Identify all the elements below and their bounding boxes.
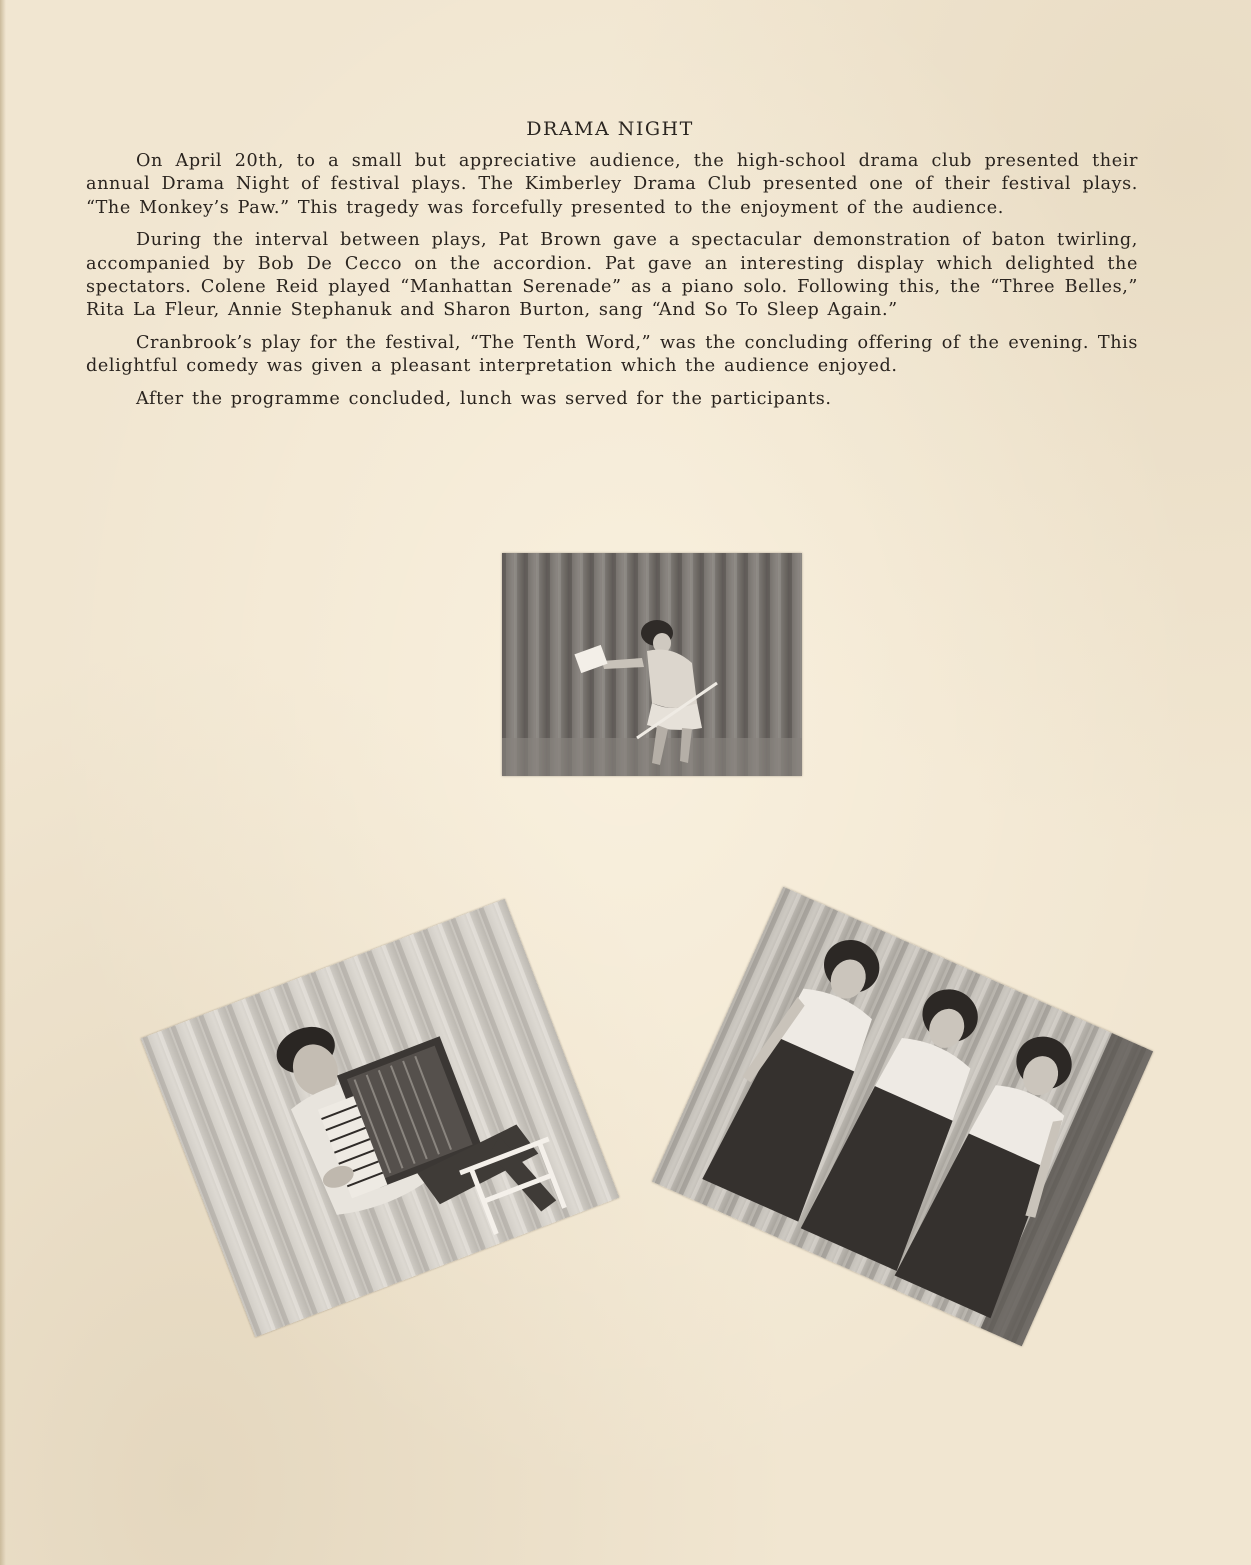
- accordion-player-image: [141, 899, 620, 1338]
- article-body: [86, 150, 1138, 420]
- article-paragraph: During the interval between plays, Pat Brown gave a spectacular demonstration of baton twirling, accompanied by Bob De Cecco on the accordion. Pat gave an interesting display which delighted the spectators. Colene Reid played “Manhattan Serenade” as a piano solo. Following this, the “Three Belles,” Rita La Fleur, Annie Stephanuk and Sharon Burton, sang “And So To Sleep Again.”: [86, 230, 1138, 321]
- article-paragraph: After the programme concluded, lunch was served for the participants.: [136, 388, 832, 409]
- article-paragraph: Cranbrook’s play for the festival, “The Tenth Word,” was the concluding offering of the evening. This delightful comedy was given a pleasant interpretation which the audience enjoyed.: [86, 332, 1138, 377]
- baton-twirler-photo: [502, 553, 802, 776]
- article-title: DRAMA NIGHT: [526, 118, 694, 140]
- article-paragraph: On April 20th, to a small but appreciative audience, the high-school drama club presented their annual Drama Night of festival plays. The Kimberley Drama Club presented one of their festival plays. “The Monkey’s Paw.” This tragedy was forcefully presented to the enjoyment of the audience.: [86, 151, 1138, 218]
- three-singers-photo: [652, 887, 1153, 1347]
- three-singers-image: [652, 887, 1153, 1347]
- accordion-player-photo: [141, 899, 620, 1338]
- baton-twirler-image: [502, 553, 802, 776]
- page-edge: [0, 0, 6, 1565]
